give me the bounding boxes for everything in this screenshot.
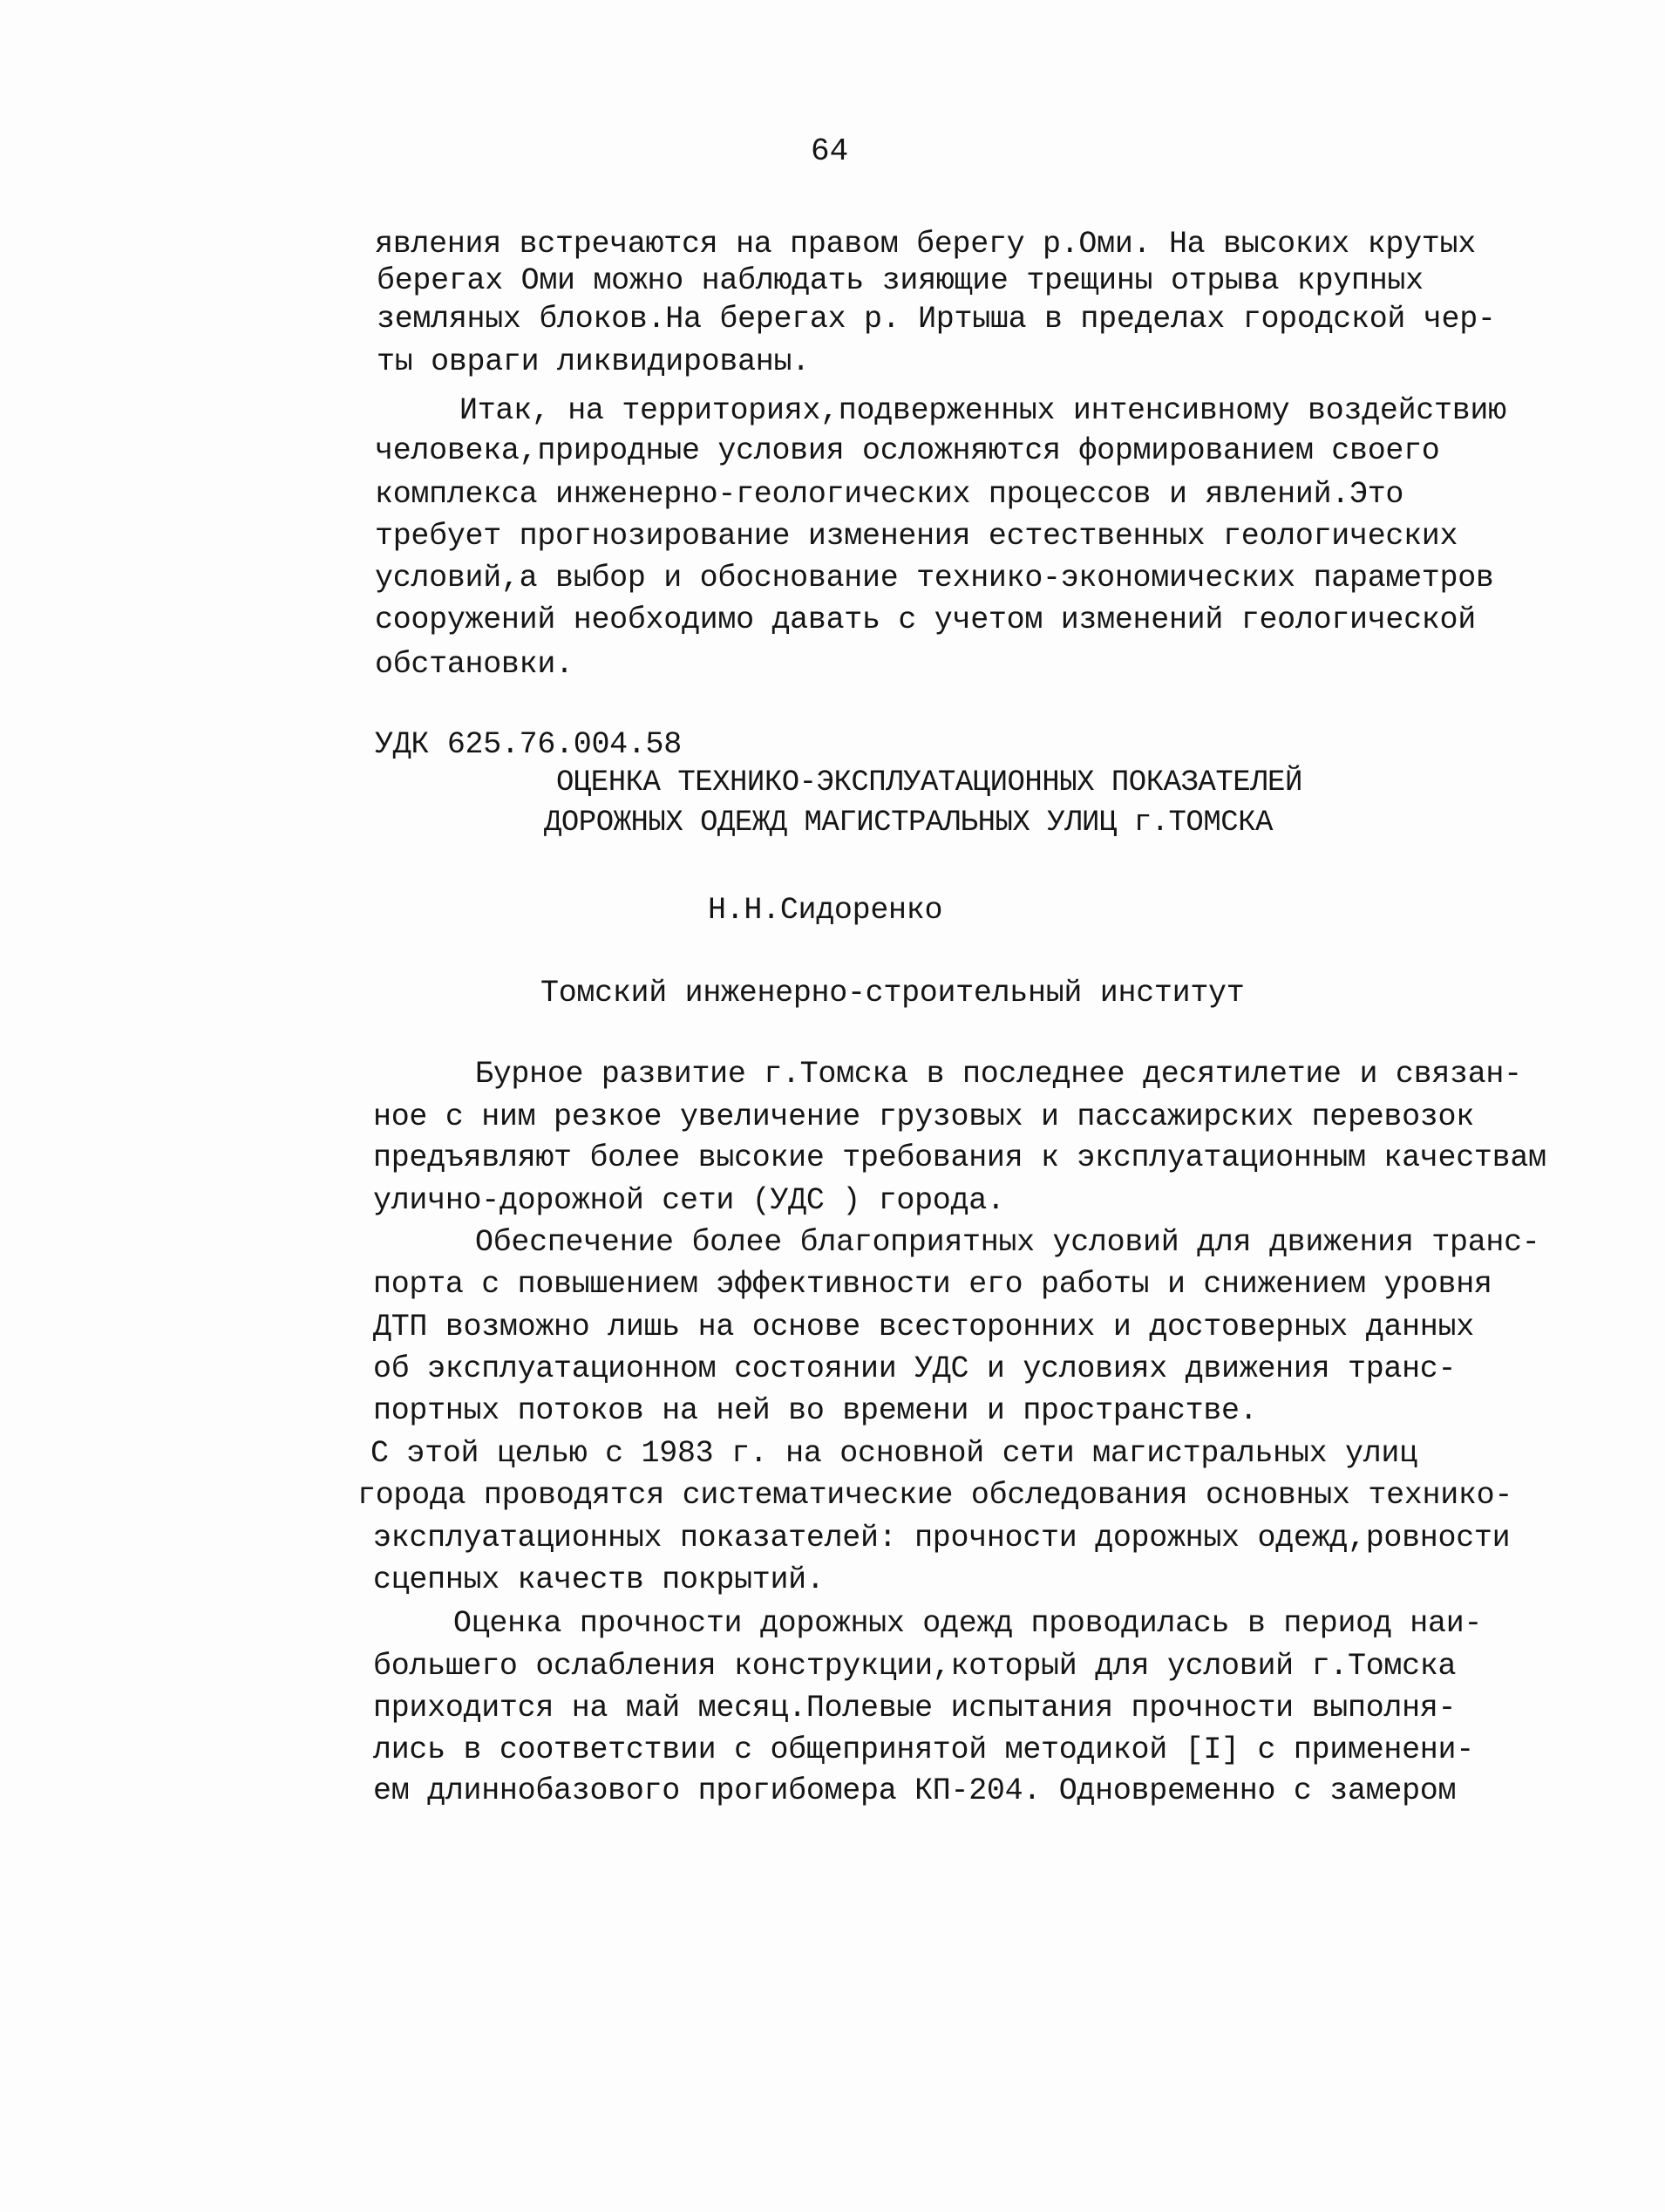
text-line: земляных блоков.На берегах р. Иртыша в пределах городской чер-: [377, 302, 1496, 337]
text-line: Оценка прочности дорожных одежд проводилась в период наи-: [453, 1606, 1483, 1641]
text-line: большего ослабления конструкции,который для условий г.Томска: [373, 1649, 1457, 1684]
text-line: Обеспечение более благоприятных условий для движения транс-: [475, 1225, 1540, 1260]
text-line: явления встречаются на правом берегу р.Оми. На высоких крутых: [375, 227, 1476, 262]
udk-code: УДК 625.76.004.58: [375, 727, 682, 762]
page-number: 64: [811, 133, 849, 169]
text-line: ем длиннобазового прогибомера КП-204. Одновременно с замером: [373, 1773, 1457, 1808]
text-line: предъявляют более высокие требования к эксплуатационным качествам: [373, 1140, 1546, 1175]
text-line: ное с ним резкое увеличение грузовых и пассажирских перевозок: [373, 1099, 1474, 1134]
article-title-line: ОЦЕНКА ТЕХНИКО-ЭКСПЛУАТАЦИОННЫХ ПОКАЗАТЕЛЕЙ: [556, 766, 1302, 800]
text-line: эксплуатационных показателей: прочности дорожных одежд,ровности: [373, 1521, 1511, 1555]
text-line: ты овраги ликвидированы.: [377, 344, 810, 379]
text-line: условий,а выбор и обоснование технико-экономических параметров: [375, 561, 1494, 596]
author-name: Н.Н.Сидоренко: [708, 893, 943, 928]
text-line: лись в соответствии с общепринятой методикой [I] с применени-: [373, 1732, 1474, 1767]
text-line: человека,природные условия осложняются формированием своего: [375, 433, 1440, 468]
article-title-line: ДОРОЖНЫХ ОДЕЖД МАГИСТРАЛЬНЫХ УЛИЦ г.ТОМСКА: [544, 807, 1273, 840]
text-line: города проводятся систематические обследования основных технико-: [357, 1478, 1513, 1513]
text-line: берегах Оми можно наблюдать зияющие трещины отрыва крупных: [377, 263, 1424, 298]
text-line: С этой целью с 1983 г. на основной сети магистральных улиц: [370, 1436, 1417, 1471]
text-line: Бурное развитие г.Томска в последнее десятилетие и связан-: [475, 1057, 1522, 1092]
institution-name: Томский инженерно-строительный институт: [540, 976, 1245, 1011]
text-line: портных потоков на ней во времени и пространстве.: [373, 1393, 1258, 1428]
text-line: приходится на май месяц.Полевые испытания прочности выполня-: [373, 1691, 1457, 1725]
text-line: обстановки.: [375, 647, 574, 682]
text-line: комплекса инженерно-геологических процессов и явлений.Это: [375, 477, 1404, 512]
text-line: сцепных качеств покрытий.: [373, 1562, 825, 1597]
text-line: порта с повышением эффективности его работы и снижением уровня: [373, 1267, 1492, 1302]
text-line: Итак, на территориях,подверженных интенсивному воздействию: [459, 393, 1506, 428]
text-line: ДТП возможно лишь на основе всесторонних и достоверных данных: [373, 1310, 1474, 1344]
text-line: улично-дорожной сети (УДС ) города.: [373, 1183, 1005, 1218]
text-line: сооружений необходимо давать с учетом изменений геологической: [375, 602, 1476, 637]
text-line: требует прогнозирование изменения естественных геологических: [375, 519, 1458, 554]
text-line: об эксплуатационном состоянии УДС и условиях движения транс-: [373, 1351, 1457, 1386]
